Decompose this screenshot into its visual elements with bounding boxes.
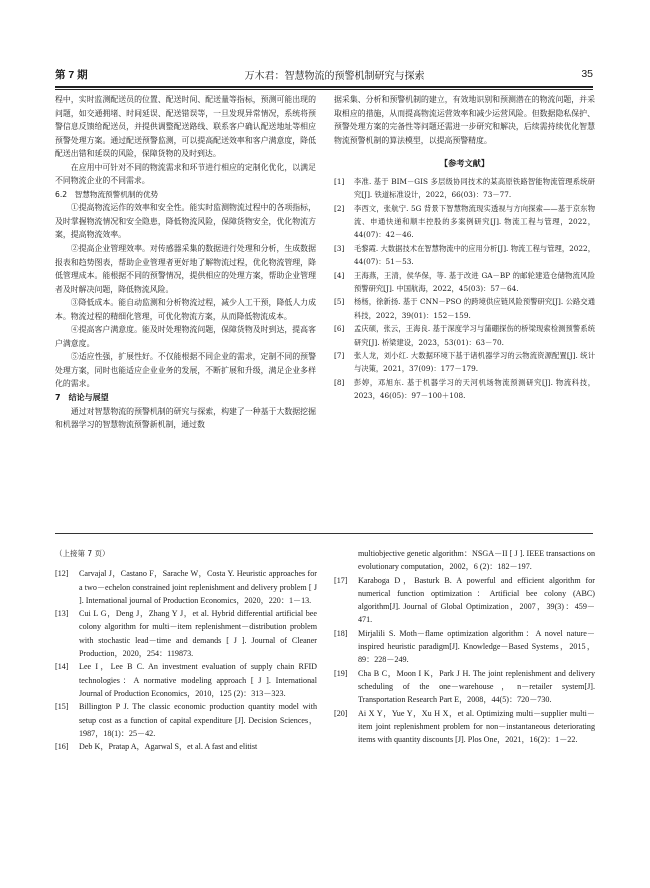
page-number: 35 (581, 68, 593, 80)
advantage-2: ②提高企业管理效率。对传感器采集的数据进行处理和分析，生成数据报表和趋势图表，帮助企业管理者更好地了解物流过程，优化物流管理，降低管理成本。能根据不同的预警情况，提供相应的处理方案，帮助企业管理者及时解决问题，降低物流风险。 (55, 244, 316, 294)
reference-number: [13] (55, 609, 69, 619)
reference-number: [7] (334, 351, 345, 361)
reference-number: [2] (334, 203, 345, 213)
reference-text: 李准. 基于 BIM－GIS 多层级协同技术的某高原铁路智能物流管理系统研究[J]. 铁道标准设计，2022，66(03)：73－77. (354, 176, 595, 200)
english-reference-list-left (55, 567, 317, 753)
english-reference-list-right (334, 574, 595, 747)
reference-number: [15] (55, 702, 69, 712)
continued-references-right (334, 547, 595, 746)
paragraph-customization: 在应用中可针对不同的物流需求和环节进行相应的定制化优化，以满足不同物流企业的不同需求。 (55, 162, 316, 186)
running-title: 万木君：智慧物流的预警机制研究与探索 (244, 70, 425, 82)
reference-item (334, 295, 595, 322)
reference-text: 张人龙，刘小红. 大数据环境下基于诸机器学习的云物流资源配置[J]. 统计与决策，2021，37(09)：177－179. (354, 351, 595, 374)
chinese-reference-list (334, 175, 595, 403)
reference-item (334, 574, 595, 627)
running-header (55, 64, 593, 84)
reference-number: [1] (334, 176, 345, 186)
reference-text: Lee I，Lee B C. An investment evaluation of supply chain RFID technologies：A normative modeling approach [ J ]. International Journal of Production Economics，2010，125 (2)：313－323. (79, 662, 317, 698)
reference-16-continued (334, 547, 595, 574)
reference-number: [6] (334, 324, 345, 334)
reference-item (55, 607, 317, 660)
reference-number: [18] (334, 628, 348, 638)
reference-text: Cui L G，Deng J，Zhang Y J，et al. Hybrid differential artificial bee colony algorithm for multi－item replenishment－distribution problem with stochastic lead－time and demands [ J ]. Journal of Cleaner Production，2020，254：119873. (79, 609, 317, 659)
subsection-heading-6-2: 6.2 智慧物流预警机制的优势 (55, 189, 159, 199)
reference-number: [20] (334, 708, 348, 718)
reference-text: Karaboga D，Basturk B. A powerful and efficient algorithm for numerical function optimization：Artificial bee colony (ABC) algorithm[J]. Journal of Global Optimization，2007，39(3)：459－471. (358, 575, 595, 625)
reference-item (334, 349, 595, 376)
reference-number: [3] (334, 243, 345, 253)
reference-text: 李西文，张航宁. 5G 背景下智慧物流现实透视与方向探索——基于京东物流、申通快递和顺丰控股的多案例研究[J]. 物流工程与管理，2022，44(07)：42－46. (354, 203, 595, 240)
advantage-4: ④提高客户满意度。能及时处理物流问题，保障货物及时到达，提高客户满意度。 (55, 325, 316, 348)
reference-number: [8] (334, 377, 345, 387)
paragraph-delivery-monitoring: 程中，实时监测配送员的位置、配送时间、配送量等指标，预测可能出现的问题，如交通拥堵、时间延误、配送错误等，一旦发现异常情况，系统将预警信息反馈给配送员，并提供调整配送路线、联系客户确认配送地址等相应预警处理方案。通过配送预警监测，可以提高配送效率和客户满意度，降低配送出错和延误的风险，保障货物的及时到达。 (55, 95, 316, 159)
continuation-note: （上接第 7 页） (55, 549, 110, 558)
reference-number: [16] (55, 742, 69, 752)
right-column (334, 93, 595, 403)
reference-number: [5] (334, 297, 345, 307)
reference-item (334, 707, 595, 747)
reference-text: Deb K，Pratap A，Agarwal S，et al. A fast and elitist (79, 742, 258, 752)
advantage-1: ①提高物流运作的效率和安全性。能实时监测物流过程中的各项指标，及时掌握物流情况和安全隐患，降低物流风险，保障货物安全，优化物流方案，提高物流效率。 (55, 203, 316, 240)
advantage-5: ⑤适应性强，扩展性好。不仅能根据不同企业的需求，定制不同的预警处理方案，同时也能适应企业业务的发展，不断扩展和升级，满足企业多样化的需求。 (55, 352, 316, 389)
reference-item (334, 667, 595, 707)
reference-text: 彭婷，邓旭东. 基于机器学习的天河机场物流预测研究[J]. 物流科技，2023，46(05)：97－100＋108. (354, 377, 595, 401)
advantage-3: ③降低成本。能自动监测和分析物流过程，减少人工干预，降低人力成本。物流过程的精细化管理，可优化物流方案，从而降低物流成本。 (55, 298, 316, 321)
reference-text: Cha B C，Moon I K，Park J H. The joint replenishment and delivery scheduling of the one－warehouse，n－retailer system[J]. Transportation Research Part E，2008，44(5)：720－730. (358, 668, 595, 705)
reference-text: Carvajal J，Castano F，Sarache W，Costa Y. Heuristic approaches for a two－echelon constrained joint replenishment and delivery problem [ J ]. International journal of Production Economics，2020，220：1－13. (79, 569, 317, 605)
reference-item (334, 202, 595, 242)
reference-number: [12] (55, 569, 69, 579)
reference-text: multiobjective genetic algorithm：NSGA－II [ J ]. IEEE transactions on evolutionary computation，2002，6 (2)：182－197. (358, 549, 595, 572)
reference-text: 王海燕，王清，侯华保，等. 基于改进 GA－BP 的邮轮建造仓储物流风险预警研究[J]. 中国航海，2022，45(03)：57－64. (354, 270, 595, 293)
header-rule-thick (55, 86, 593, 88)
reference-item (334, 242, 595, 269)
reference-text: Ai X Y，Yue Y，Xu H X，et al. Optimizing multi－supplier multi－item joint replenishment problem for non－instantaneous deteriorating items with quantity discounts [J]. Plos One，2021，16(2)：1－22. (358, 708, 595, 745)
reference-item (55, 567, 317, 607)
references-title: 【参考文献】 (439, 158, 490, 169)
reference-text: 杨杨，徐新扬. 基于 CNN－PSO 的跨境供应链风险预警研究[J]. 公路交通科技，2022，39(01)：152－159. (354, 297, 595, 320)
paragraph-conclusion: 通过对智慧物流的预警机制的研究与探索，构建了一种基于大数据挖掘和机器学习的智慧物流预警新机制，通过数 (55, 406, 316, 430)
reference-item (334, 175, 595, 202)
reference-item (334, 376, 595, 403)
paragraph-conclusion-continued: 据采集、分析和预警机制的建立，有效地识别和预测潜在的物流问题，并采取相应的措施，从而提高物流运营效率和减少运营风险。但数据隐私保护、预警处理方案的完备性等问题还需进一步研究和解决，后续需持续优化智慧物流预警机制的算法模型，以提高预警精度。 (334, 95, 595, 145)
reference-item (55, 700, 317, 740)
reference-text: Mirjalili S. Moth－flame optimization algorithm：A novel nature－inspired heuristic paradigm[J]. Knowledge－Based Systems，2015，89：228－249. (358, 628, 595, 665)
reference-item (334, 322, 595, 349)
issue-number: 第 7 期 (55, 68, 88, 81)
header-rule-thin (55, 89, 593, 90)
section-heading-7: 7 结论与展望 (55, 393, 109, 403)
reference-number: [17] (334, 575, 348, 585)
reference-item (334, 269, 595, 296)
reference-item (334, 627, 595, 667)
reference-number: [4] (334, 270, 345, 280)
left-column (55, 93, 316, 432)
reference-item (55, 660, 317, 700)
section-divider (55, 533, 593, 534)
reference-item (55, 740, 317, 753)
reference-text: 毛黎霞. 大数据技术在智慧物流中的应用分析[J]. 物流工程与管理，2022，44(07)：51－53. (354, 243, 595, 267)
reference-number: [14] (55, 662, 69, 672)
reference-number: [19] (334, 668, 348, 678)
reference-text: 孟庆硕，张云，王海良. 基于深度学习与蒲硼探伤的桥梁现索检测预警系统研究[J]. 桥梁建设，2023，53(01)：63－70. (354, 324, 595, 347)
reference-text: Billington P J. The classic economic production quantity model with setup cost as a function of capital expenditure [J]. Decision Sciences，1987，18(1)：25－42. (79, 702, 317, 738)
continued-references-left (55, 547, 317, 753)
